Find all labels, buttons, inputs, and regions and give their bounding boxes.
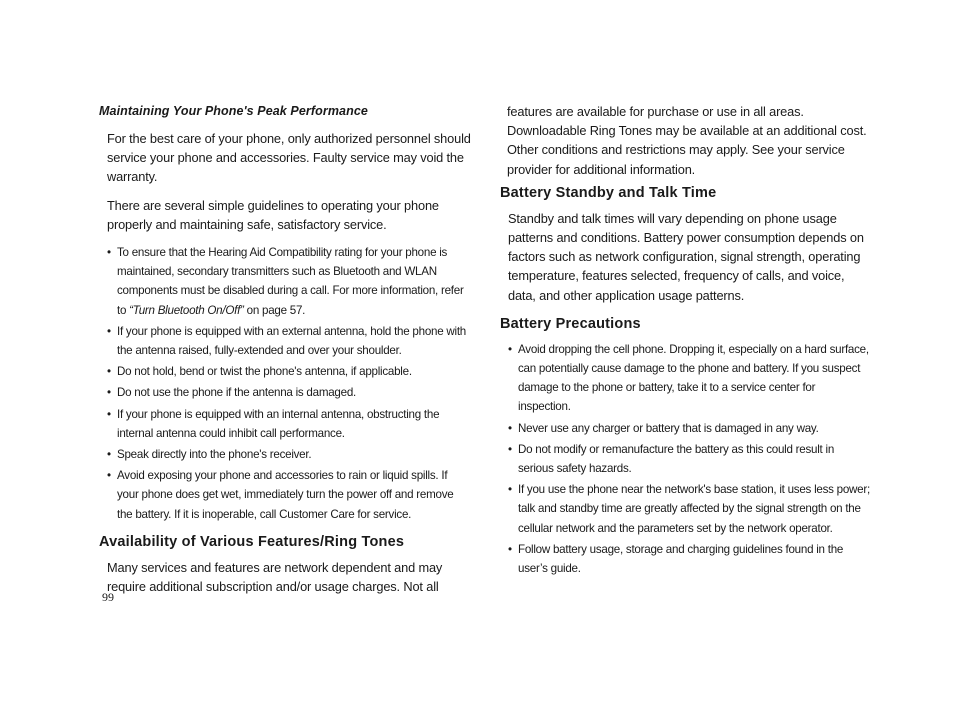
bullet-marker: • [107, 365, 111, 379]
list-item [107, 405, 471, 443]
paragraph-simple-guidelines: There are several simple guidelines to operating your phone properly and maintaining safe, satisfactory service. [107, 197, 439, 232]
bullet-marker: • [508, 442, 512, 456]
list-item-text: Avoid dropping the cell phone. Dropping it, especially on a hard surface, can potentially cause damage to the phone and battery. If you suspect damage to the phone or battery, take it to a service center for inspection. [518, 342, 869, 414]
cross-reference-link[interactable]: “Turn Bluetooth On/Off” [129, 303, 244, 317]
list-item-text: Speak directly into the phone's receiver. [117, 448, 312, 462]
page-number: 99 [102, 590, 114, 604]
list-item [107, 362, 471, 381]
list-item [107, 243, 471, 320]
bullet-marker: • [508, 542, 512, 556]
section-title-peak-performance: Maintaining Your Phone's Peak Performance [99, 104, 368, 118]
section-title-battery-precautions: Battery Precautions [500, 315, 641, 332]
list-item-text-tail: on page 57. [243, 303, 306, 317]
list-item [107, 466, 471, 524]
list-item [107, 445, 471, 464]
list-item-text: Never use any charger or battery that is damaged in any way. [518, 421, 819, 435]
list-item [508, 419, 870, 438]
left-column [99, 102, 471, 605]
bullet-marker: • [107, 324, 111, 338]
list-item-text: Do not use the phone if the antenna is damaged. [117, 386, 356, 400]
paragraph-authorized-service: For the best care of your phone, only authorized personnel should service your phone and accessories. Faulty service may void the warranty. [107, 131, 471, 185]
list-item [107, 383, 471, 402]
list-item [508, 540, 870, 578]
bullet-marker: • [107, 246, 111, 260]
list-item-text: Avoid exposing your phone and accessories to rain or liquid spills. If your phone does get wet, immediately turn the power off and remove the battery. If it is inoperable, call Customer Care for service. [117, 469, 454, 521]
bullet-marker: • [107, 386, 111, 400]
list-item-text: Do not hold, bend or twist the phone's antenna, if applicable. [117, 365, 412, 379]
list-item-text: Follow battery usage, storage and charging guidelines found in the user’s guide. [518, 542, 844, 576]
list-item-text: If you use the phone near the network's base station, it uses less power; talk and standby time are greatly affected by the signal strength on the cellular network and the parameters set by the network operator. [518, 483, 870, 535]
paragraph-network-services: Many services and features are network dependent and may require additional subscription and/or usage charges. Not all [107, 559, 443, 595]
bullet-marker: • [508, 483, 512, 497]
bullet-marker: • [107, 448, 111, 462]
list-item-text: If your phone is equipped with an external antenna, hold the phone with the antenna raised, fully-extended and over your shoulder. [117, 324, 467, 358]
list-item [508, 440, 870, 478]
section-title-standby-talk: Battery Standby and Talk Time [500, 184, 717, 201]
list-item [508, 340, 870, 417]
guidelines-list [99, 243, 471, 524]
list-item-text: Do not modify or remanufacture the battery as this could result in serious safety hazards. [518, 442, 835, 476]
section-title-availability: Availability of Various Features/Ring Tones [99, 533, 405, 550]
list-item [107, 322, 471, 360]
bullet-marker: • [508, 421, 512, 435]
bullet-marker: • [508, 342, 512, 356]
paragraph-standby-talk: Standby and talk times will vary depending on phone usage patterns and conditions. Battery power consumption depends on factors such as network configuration, signal strength, operating temperature, features selected, frequency of calls, and voice, data, and other application usage patterns. [508, 210, 864, 303]
paragraph-features-continued: features are available for purchase or use in all areas. Downloadable Ring Tones may be available at an additional cost. Other conditions and restrictions may apply. See your service provider for additional information. [507, 104, 867, 177]
list-item [508, 480, 870, 538]
list-item-text: If your phone is equipped with an internal antenna, obstructing the internal antenna could inhibit call performance. [117, 407, 440, 440]
bullet-marker: • [107, 469, 111, 483]
right-column [500, 102, 870, 586]
bullet-marker: • [107, 407, 111, 421]
list-item-text: To ensure that the Hearing Aid Compatibility rating for your phone is maintained, secondary transmitters such as Bluetooth and WLAN components must be disabled during a call. For more information, refer to [117, 246, 464, 317]
battery-precautions-list [500, 340, 870, 578]
